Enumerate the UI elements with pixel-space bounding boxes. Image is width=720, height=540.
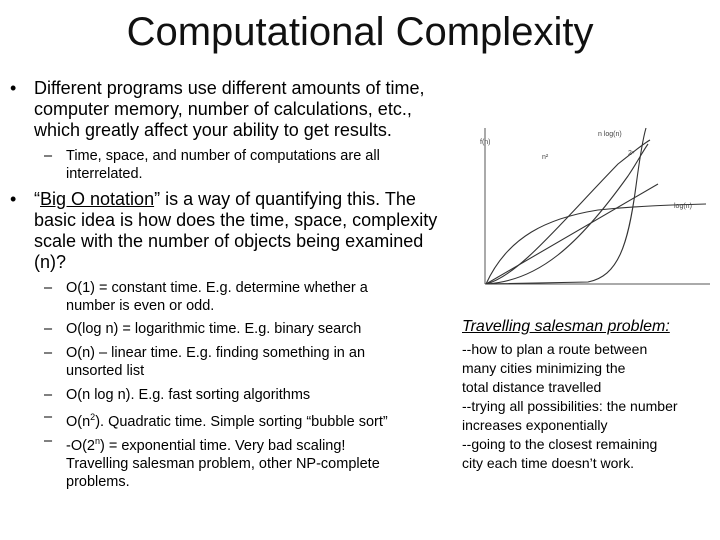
bullet-2-line: ” is a way of quantifying this. The [154,189,416,209]
complexity-item-text [66,432,380,491]
complexity-growth-graph [478,126,714,286]
complexity-item-text [66,344,365,380]
bullet-2-line: basic idea is how does the time, space, complexity [34,210,438,230]
tsp-line: --how to plan a route between [462,341,648,357]
dash-marker: – [44,280,53,296]
bullet-1-line: Different programs use different amounts of time, [34,78,425,98]
bullet-1-line: which greatly affect your ability to get results. [34,120,392,140]
curve-logn [486,204,706,284]
label-2n: 2ⁿ [628,150,635,157]
complexity-line: unsorted list [66,363,145,379]
tsp-description [462,340,718,473]
label-n-squared: n² [542,154,549,161]
bullet-dot: • [10,78,17,98]
tsp-line: --trying all possibilities: the number [462,398,678,414]
bullet-1-line: computer memory, number of calculations, etc., [34,99,412,119]
complexity-item-text [66,408,388,431]
complexity-line: Travelling salesman problem, other NP-complete [66,455,380,472]
complexity-line: number is even or odd. [66,298,215,314]
tsp-line: city each time doesn’t work. [462,455,634,471]
label-logn: log(n) [674,203,692,210]
label-nlogn: n log(n) [598,131,622,138]
dash-marker: – [44,433,53,449]
bullet-1-sub-text [66,147,380,183]
complexity-pre: -O(2 [66,437,95,454]
tsp-line: total distance travelled [462,379,602,395]
complexity-item-text [66,279,368,315]
complexity-line: O(1) = constant time. E.g. determine whether a [66,280,368,296]
dash-marker: – [44,345,53,361]
tsp-line: increases exponentially [462,417,608,433]
y-axis-label: f(n) [480,139,491,146]
complexity-post: ). Quadratic time. Simple sorting “bubble sort” [95,413,388,430]
curve-n [486,184,658,284]
complexity-post: ) = exponential time. Very bad scaling! [100,437,346,454]
curve-2n [486,128,646,284]
sub-line: Time, space, and number of computations are all [66,148,380,164]
complexity-line: O(log n) = logarithmic time. E.g. binary search [66,321,362,337]
curve-n-squared [486,144,648,284]
bullet-2-text [34,189,437,273]
tsp-title: Travelling salesman problem: [462,318,670,335]
curve-nlogn [486,140,650,284]
complexity-pre: O(n [66,413,91,430]
complexity-sup: n [95,436,101,446]
complexity-item-text [66,320,361,338]
tsp-line: many cities minimizing the [462,360,626,376]
dash-marker: – [44,387,53,403]
bullet-2-first-line: “Big O notation” is a way of quantifying this. The [34,189,416,209]
tsp-line: --going to the closest remaining [462,436,658,452]
complexity-first-line [66,432,380,455]
bullet-2-line: scale with the number of objects being examined [34,231,424,251]
complexity-line: problems. [66,473,130,490]
dash-marker: – [44,148,53,164]
bullet-1-text [34,78,425,141]
dash-marker: – [44,409,53,425]
bullet-2-line: (n)? [34,252,67,272]
slide-title: Computational Complexity [126,10,594,54]
complexity-line: O(n) – linear time. E.g. finding something in an [66,345,366,361]
dash-marker: – [44,321,53,337]
big-o-notation-link[interactable]: Big O notation [40,189,155,209]
sub-line: interrelated. [66,166,143,182]
complexity-item-text [66,386,310,404]
complexity-sup: 2 [90,412,96,422]
bullet-dot: • [10,189,17,209]
complexity-line: O(n log n). E.g. fast sorting algorithms [66,387,311,403]
